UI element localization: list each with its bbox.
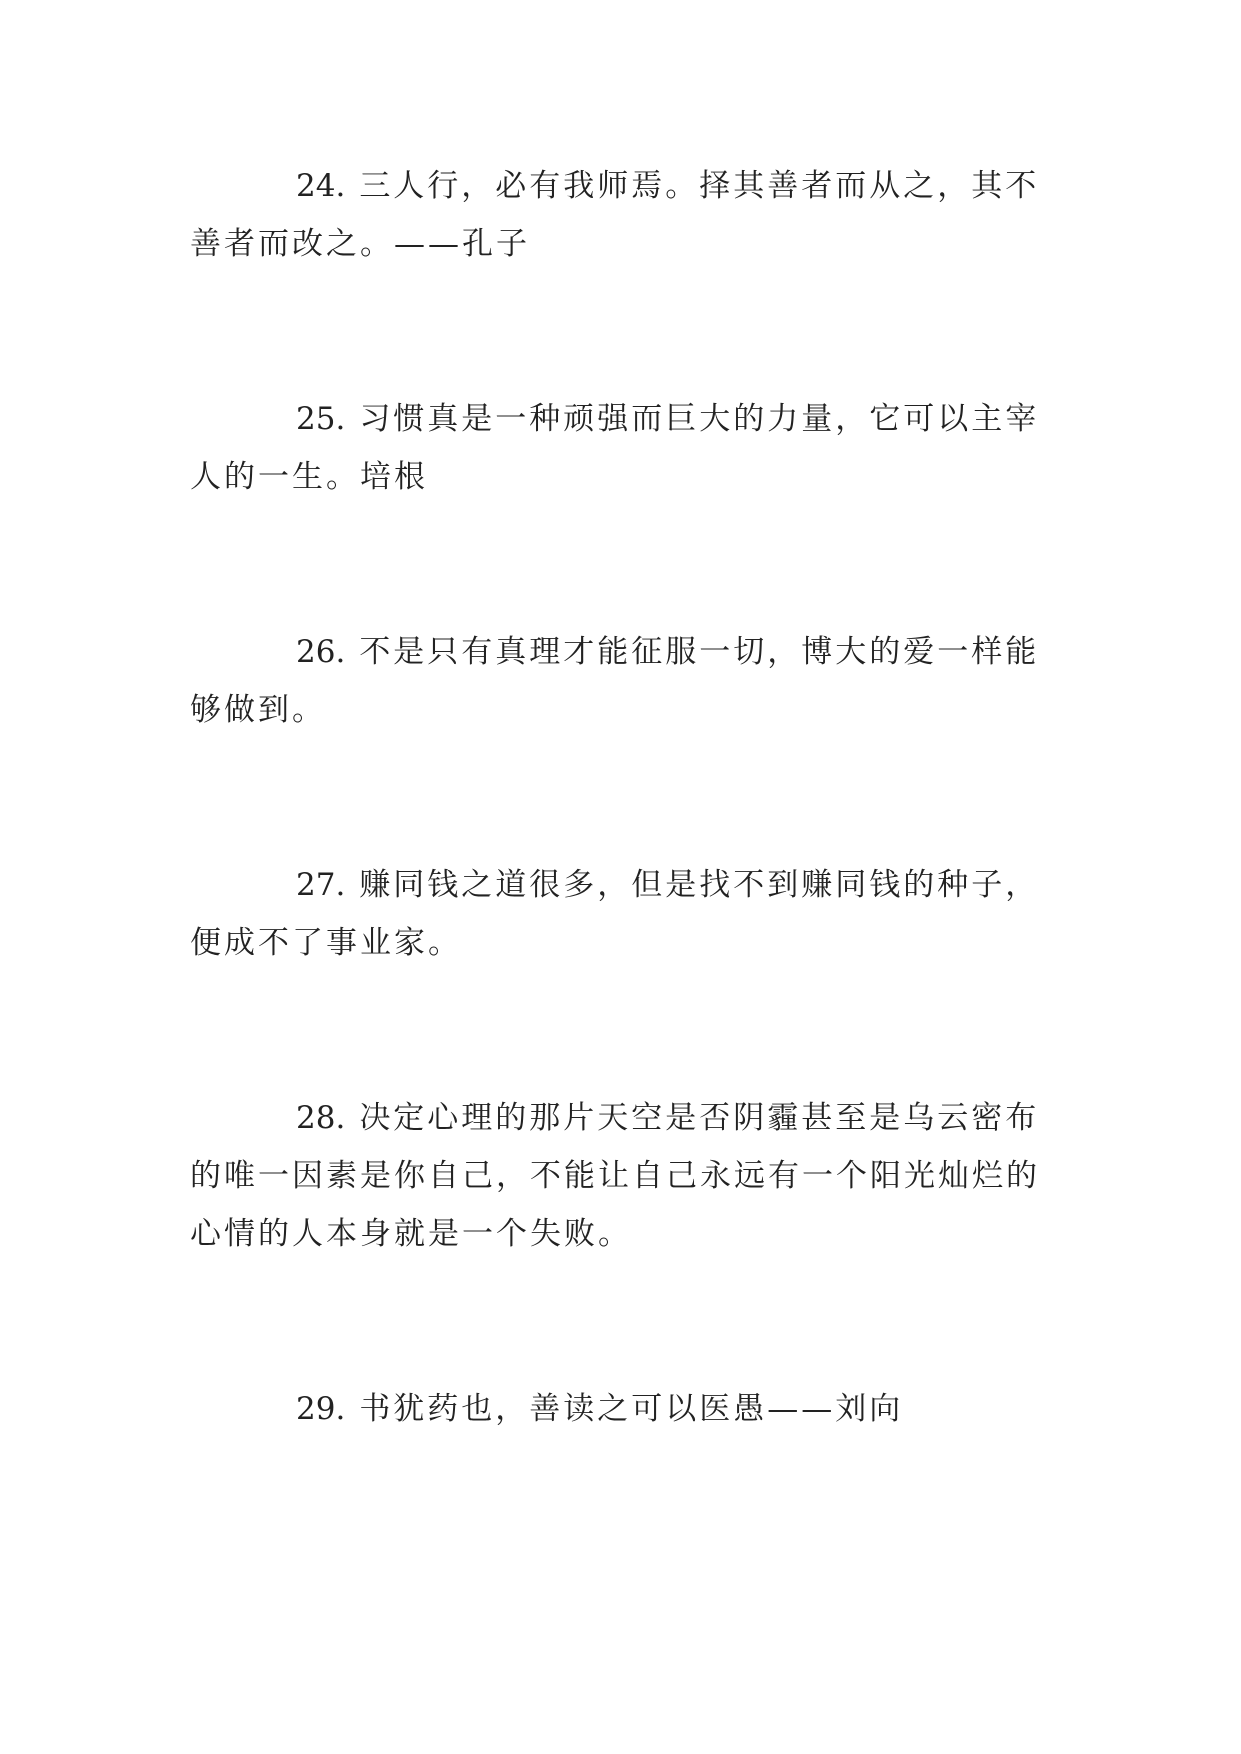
quote-28 [190, 1089, 1052, 1263]
quote-number: 28. [296, 1100, 346, 1136]
quote-25 [190, 390, 1052, 506]
quote-text: 习惯真是一种顽强而巨大的力量，它可以主宰人的一生。培根 [190, 401, 1040, 495]
quote-number: 29. [296, 1391, 346, 1427]
quote-24 [190, 157, 1052, 273]
quote-text: 决定心理的那片天空是否阴霾甚至是乌云密布的唯一因素是你自己，不能让自己永远有一个阳光灿烂的心情的人本身就是一个失败。 [190, 1100, 1040, 1252]
quote-number: 25. [296, 401, 346, 437]
quote-number: 27. [296, 867, 346, 903]
quote-29 [190, 1380, 1052, 1438]
quote-number: 26. [296, 634, 346, 670]
quote-26 [190, 623, 1052, 739]
quote-text: 书犹药也，善读之可以医愚——刘向 [359, 1391, 904, 1427]
quote-number: 24. [296, 168, 346, 204]
quote-text: 三人行，必有我师焉。择其善者而从之，其不善者而改之。——孔子 [190, 168, 1040, 262]
quote-text: 不是只有真理才能征服一切，博大的爱一样能够做到。 [190, 634, 1040, 728]
quote-text: 赚同钱之道很多，但是找不到赚同钱的种子，便成不了事业家。 [190, 867, 1040, 961]
quote-27 [190, 856, 1052, 972]
